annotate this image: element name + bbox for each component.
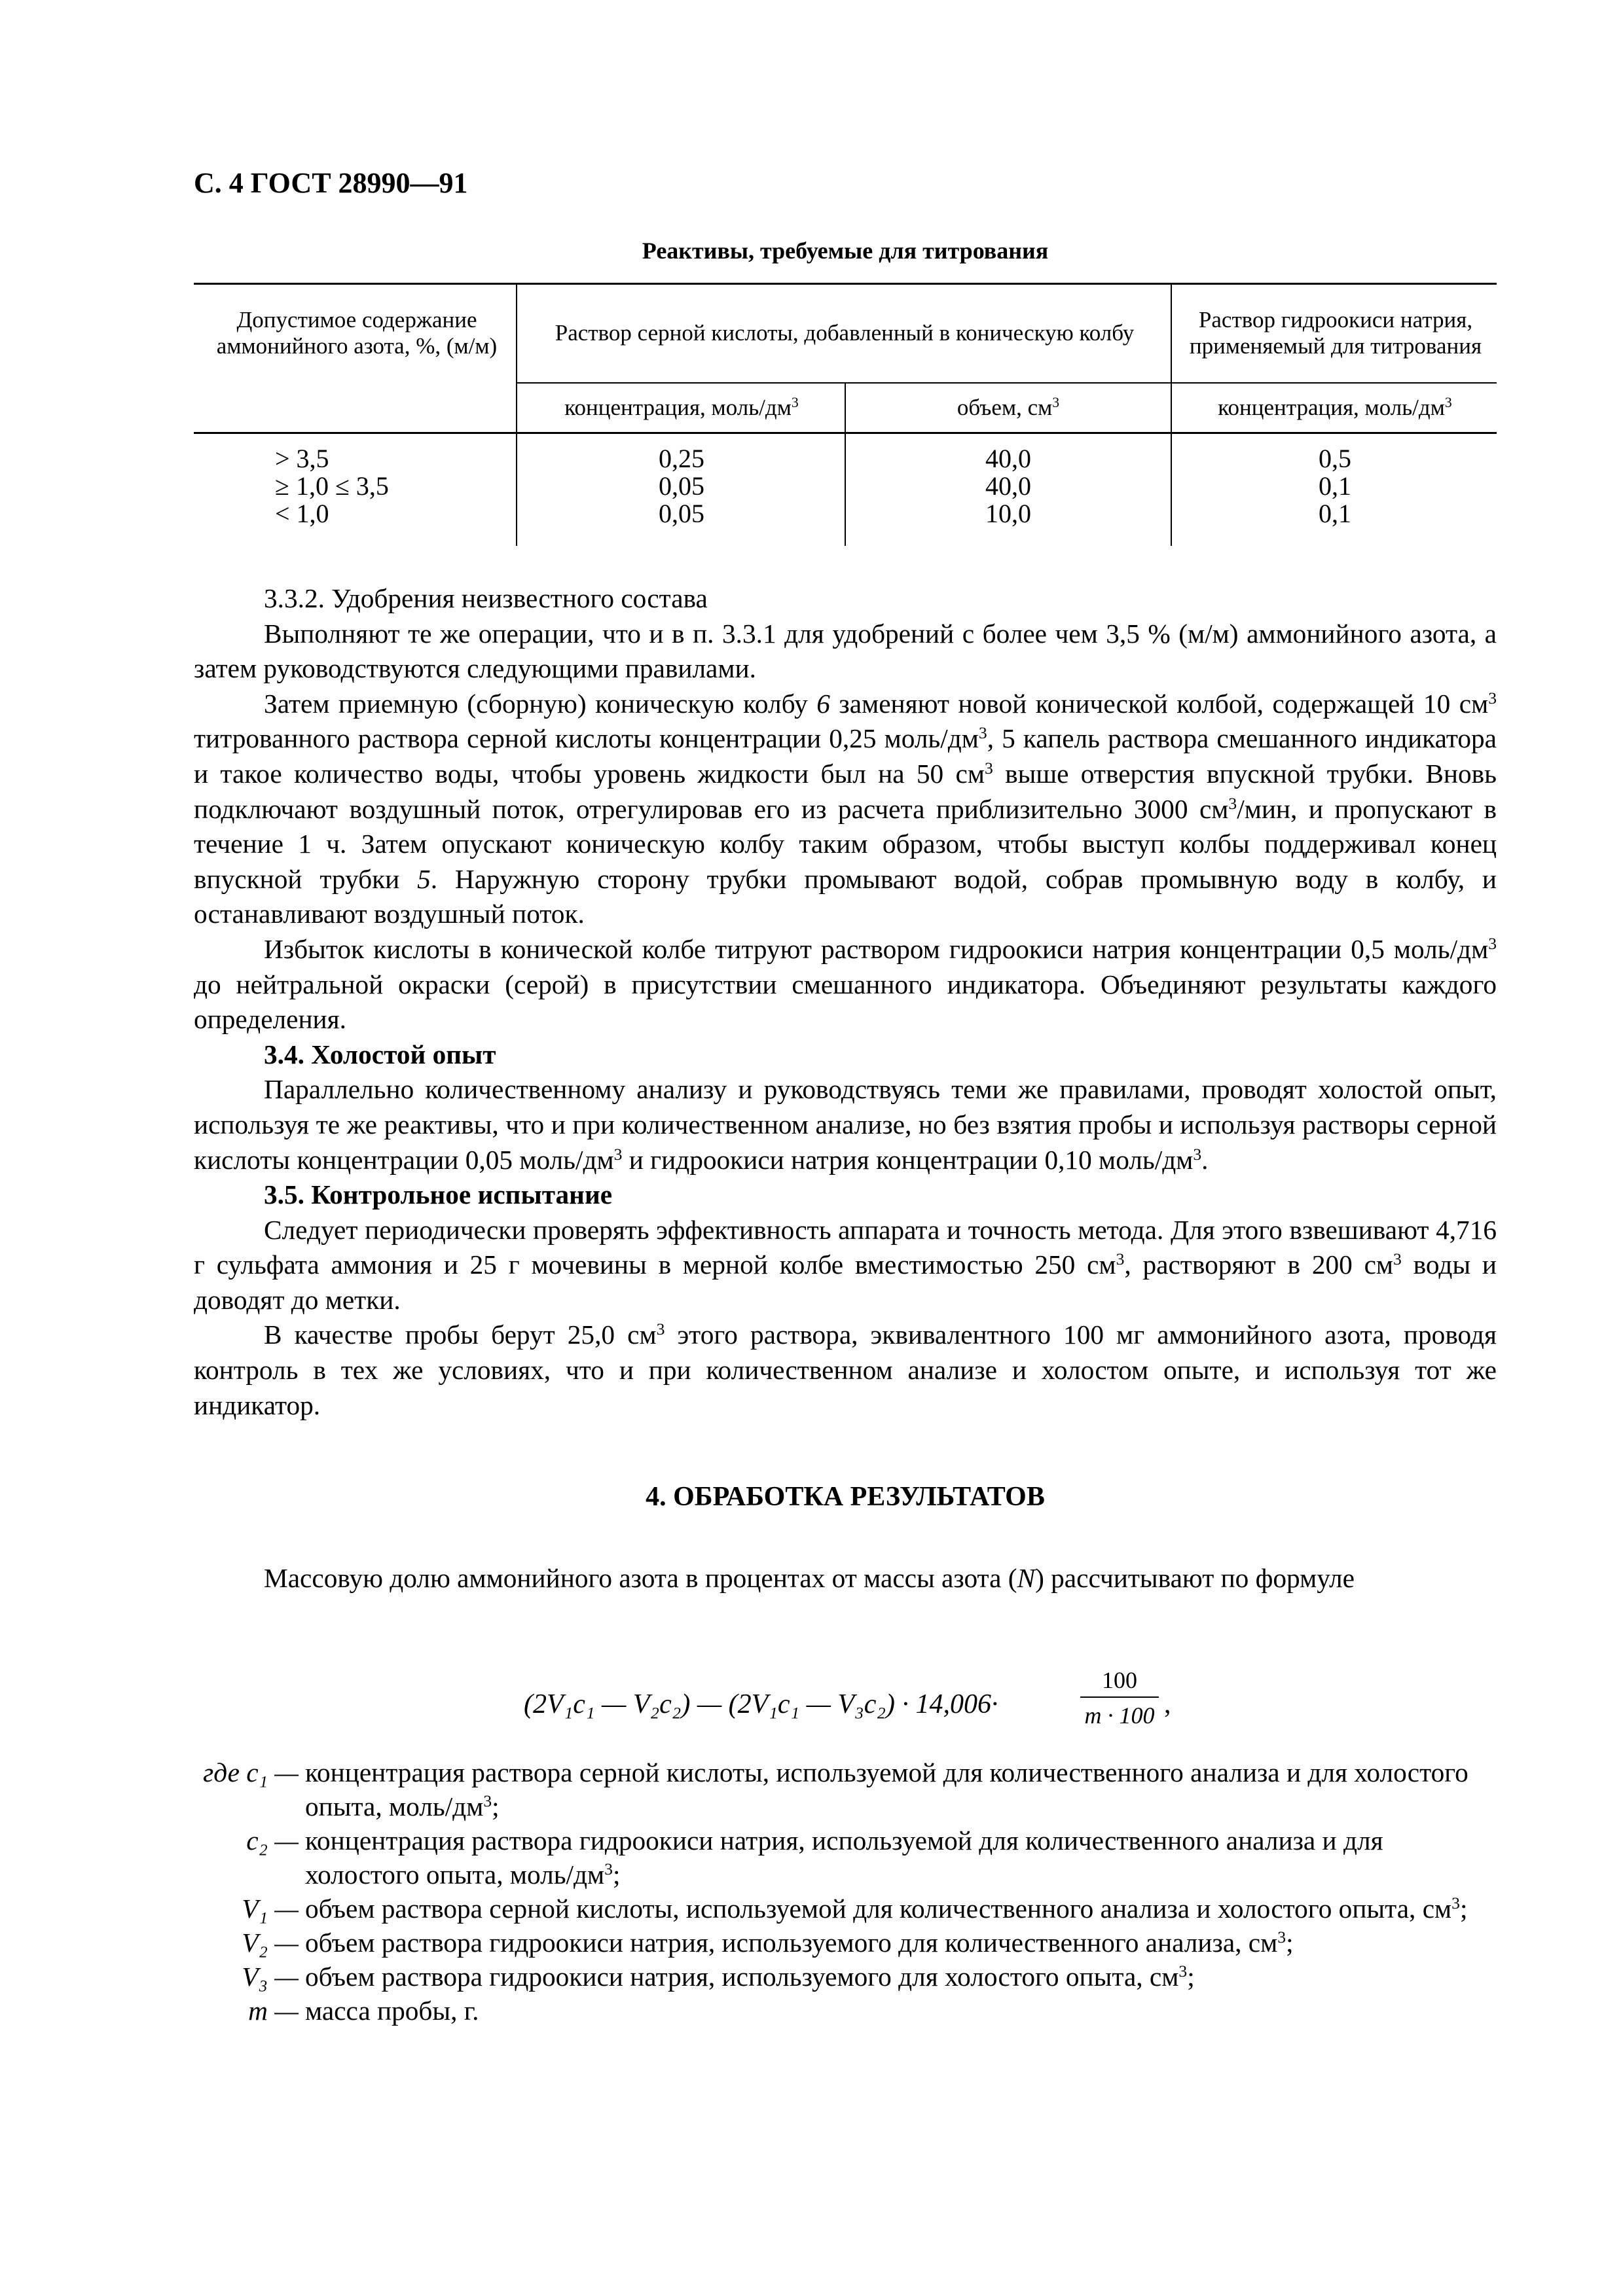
paragraph: Выполняют те же операции, что и в п. 3.3.1 для удобрений с более чем 3,5 % (м/м) аммонийного азота, а затем руководствуются следующими правилами. [194, 618, 1497, 684]
section-3-4-heading: 3.4. Холостой опыт [264, 1039, 496, 1069]
table-header-allowed-content: Допустимое содержание аммонийного азота, %, (м/м) [216, 307, 498, 359]
formula-numerator: 100 [1102, 1667, 1137, 1693]
section-3-3-2-heading: 3.3.2. Удобрения неизвестного состава [264, 583, 708, 613]
table-vline-1 [516, 283, 517, 546]
legend-item: m — масса пробы, г. [248, 1996, 479, 2026]
table-subheader-rule [516, 382, 1497, 384]
paragraph: Избыток кислоты в конической колбе титруют раствором гидроокиси натрия концентрации 0,5 моль/$дм^3$ до нейтральной окраски (серой) в присутствии смешанного индикатора. Объединяют результаты каждого определения. [194, 933, 1497, 1035]
legend-item: V₃ — объем раствора гидроокиси натрия, используемого для холостого опыта, $см^3$; [242, 1961, 1195, 1992]
legend-item: V₂ — объем раствора гидроокиси натрия, используемого для количественного анализа, $см^3$; [242, 1927, 1294, 1958]
running-head: С. 4 ГОСТ 28990—91 [194, 167, 468, 199]
formula-fraction-bar [1080, 1696, 1159, 1698]
table-col-hydroxide-concentration: 0,5 0,1 0,1 [1319, 444, 1351, 528]
table-subheader-volume: объем, $см^3$ [957, 395, 1060, 420]
formula-expression: (2V₁c₁ — V₂c₂) — (2V₁c₁ — V₃c₂) · 14,006· [524, 1689, 998, 1719]
table-subheader-concentration-hydroxide: концентрация, моль/$дм^3$ [1218, 395, 1452, 420]
paragraph: В качестве пробы берут 25,0 $см^3$ этого раствора, эквивалентного 100 мг аммонийного азота, проводя контроль в тех же условиях, что и при количественном анализе и холостом опыте, и используя тот же индикатор. [194, 1319, 1497, 1420]
table-top-rule [194, 283, 1497, 285]
paragraph: Затем приемную (сборную) коническую колбу 6 заменяют новой конической колбой, содержащей 10 $см^3$ титрованного раствора серной кислоты концентрации 0,25 моль/$дм^3$, 5 капель раствора смешанного индикатора и такое количество воды, чтобы уровень жидкости был на 50 $см^3$ выше отверстия впускной трубки. Вновь подключают воздушный поток, отрегулировав его из расчета приблизительно 3000 $см^3$/мин, и пропускают в течение 1 ч. Затем опускают коническую колбу таким образом, чтобы выступ колбы поддерживал конец впускной трубки 5. Наружную сторону трубки промывают водой, собрав промывную воду в колбу, и останавливают воздушный поток. [194, 688, 1497, 929]
table-col-allowed-content: > 3,5 ≥ 1,0 ≤ 3,5 < 1,0 [275, 444, 389, 528]
table-col-acid-volume: 40,0 40,0 10,0 [985, 444, 1031, 528]
paragraph: Следует периодически проверять эффективность аппарата и точность метода. Для этого взвешивают 4,716 г сульфата аммония и 25 г мочевины в мерной колбе вместимостью 250 $см^3$, растворяют в 200 $см^3$ воды и доводят до метки. [194, 1214, 1497, 1315]
table-header-sulfuric-acid: Раствор серной кислоты, добавленный в коническую колбу [555, 320, 1135, 346]
section-4-intro: Массовую долю аммонийного азота в процентах от массы азота (N) рассчитывают по формуле [264, 1563, 1355, 1593]
formula-denominator: m · 100 [1084, 1702, 1155, 1729]
table-header-sodium-hydroxide: Раствор гидроокиси натрия, применяемый для титрования [1189, 307, 1482, 359]
table-vline-3 [1171, 283, 1172, 546]
section-4-title: 4. ОБРАБОТКА РЕЗУЛЬТАТОВ [646, 1482, 1045, 1512]
table-subheader-concentration-acid: концентрация, моль/$дм^3$ [564, 395, 799, 420]
section-3-5-heading: 3.5. Контрольное испытание [264, 1179, 613, 1210]
body-text [194, 581, 1497, 1423]
formula-legend [194, 1755, 1497, 2028]
table-caption: Реактивы, требуемые для титрования [642, 238, 1049, 264]
legend-item: V₁ — объем раствора серной кислоты, используемой для количественного анализа и холостого опыта, $см^3$; [242, 1893, 1468, 1924]
formula-trailing-comma: , [1164, 1689, 1171, 1719]
table-col-acid-concentration: 0,25 0,05 0,05 [659, 444, 704, 528]
table-vline-2 [845, 382, 846, 546]
paragraph: Параллельно количественному анализу и руководствуясь теми же правилами, проводят холостой опыт, используя те же реактивы, что и при количественном анализе, но без взятия пробы и используя растворы серной кислоты концентрации 0,05 моль/$дм^3$ и гидроокиси натрия концентрации 0,10 моль/$дм^3$. [194, 1074, 1497, 1175]
formula [524, 1662, 1309, 1741]
legend-item: c₂ — концентрация раствора гидроокиси натрия, используемой для количественного анализа и для холостого опыта, моль/$дм^3$; [246, 1825, 1383, 1890]
legend-item: где c₁ — концентрация раствора серной кислоты, используемой для количественного анализа и для холостого опыта, моль/$дм^3$; [203, 1757, 1468, 1821]
